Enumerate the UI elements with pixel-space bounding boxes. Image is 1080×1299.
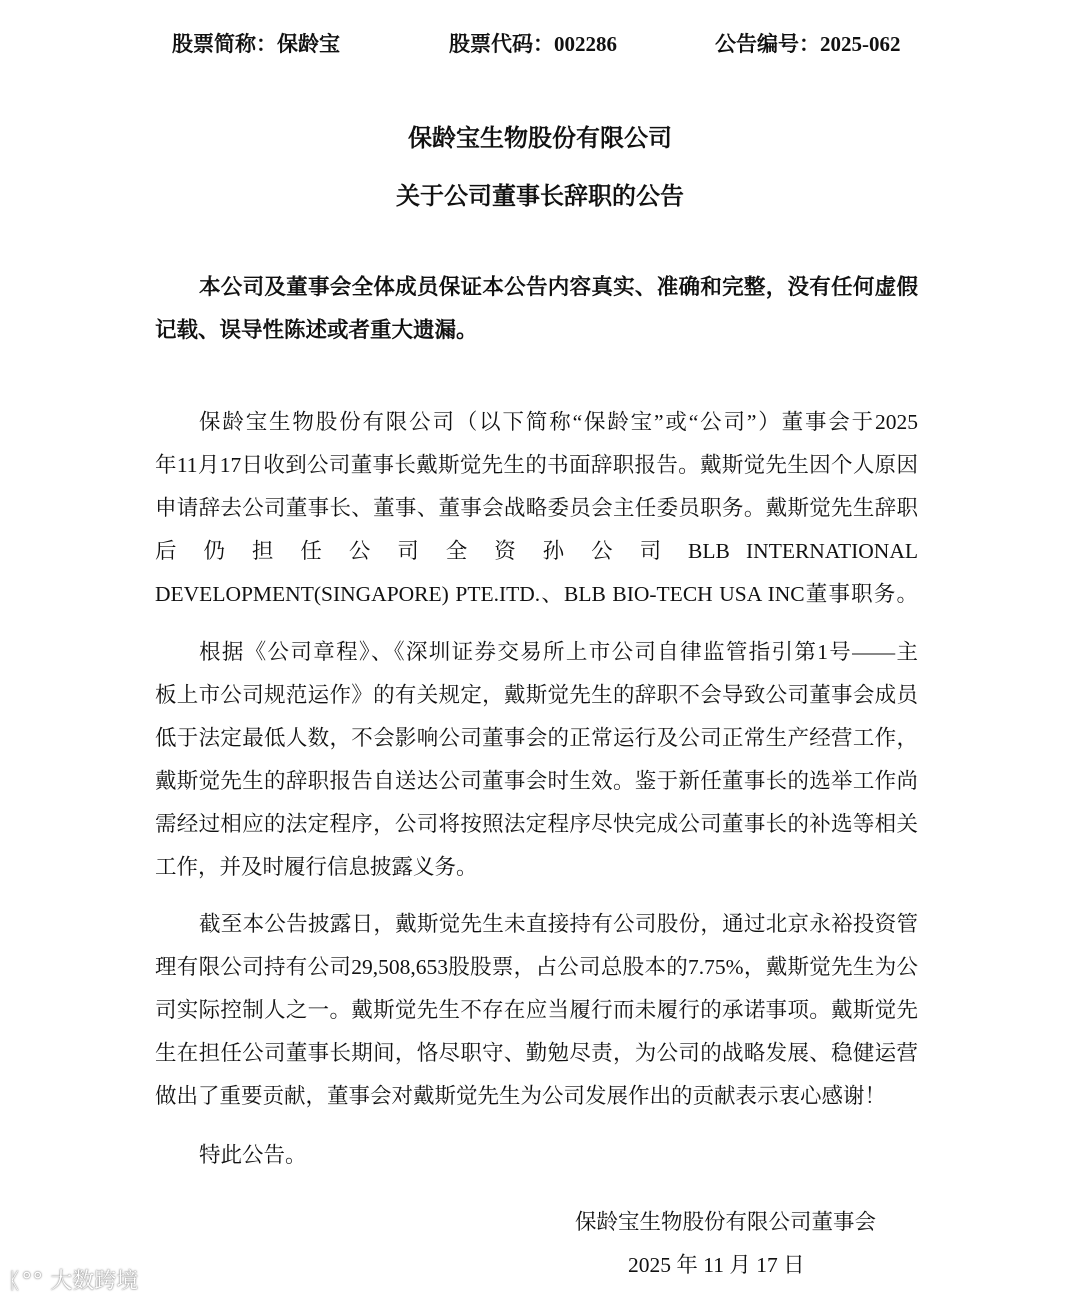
stock-name: 股票简称：保龄宝 [172,32,340,56]
watermark-logo-icon: ᛕ°° [8,1269,44,1294]
text-line: 生在担任公司董事长期间，恪尽职守、勤勉尽责，为公司的战略发展、稳健运营 [155,1041,918,1065]
text-line: 需经过相应的法定程序，公司将按照法定程序尽快完成公司董事长的补选等相关 [155,812,918,836]
notice-number: 公告编号：2025-062 [715,32,901,56]
text-line: 板上市公司规范运作》的有关规定，戴斯觉先生的辞职不会导致公司董事会成员 [155,683,918,707]
text-line: 根据《公司章程》、《深圳证券交易所上市公司自律监管指引第1号——主 [199,640,918,664]
text-line: 工作，并及时履行信息披露义务。 [155,855,478,879]
text-line: 戴斯觉先生的辞职报告自送达公司董事会时生效。鉴于新任董事长的选举工作尚 [155,769,918,793]
watermark [8,1264,138,1295]
watermark-text: 大数跨境 [50,1269,139,1294]
signature-org: 保龄宝生物股份有限公司董事会 [575,1210,877,1234]
text-line: 理有限公司持有公司29,508,653股股票，占公司总股本的7.75%，戴斯觉先生为公 [155,955,918,979]
text-line: 年11月17日收到公司董事长戴斯觉先生的书面辞职报告。戴斯觉先生因个人原因 [155,453,918,477]
statement [155,266,918,352]
text-line: 申请辞去公司董事长、董事、董事会战略委员会主任委员职务。戴斯觉先生辞职 [155,496,918,520]
stock-code: 股票代码：002286 [449,32,617,56]
text-line: DEVELOPMENT(SINGAPORE) PTE.ITD.、BLB BIO-TECH USA INC董事职务。 [155,582,918,606]
text-line: 保龄宝生物股份有限公司（以下简称“保龄宝”或“公司”）董事会于2025 [199,410,918,434]
notice-subject: 关于公司董事长辞职的公告 [396,184,684,210]
text-line: 做出了重要贡献，董事会对戴斯觉先生为公司发展作出的贡献表示衷心感谢！ [155,1084,887,1108]
statement-line: 记载、误导性陈述或者重大遗漏。 [155,318,478,342]
paragraph-3 [155,903,918,1118]
text-line: 低于法定最低人数，不会影响公司董事会的正常运行及公司正常生产经营工作， [155,726,918,750]
text-line: 特此公告。 [199,1143,307,1167]
paragraph-2 [155,631,918,889]
closing [155,1134,918,1177]
text-line: 后 仍 担 任 公 司 全 资 孙 公 司 BLB INTERNATIONAL [155,539,918,563]
statement-line: 本公司及董事会全体成员保证本公告内容真实、准确和完整，没有任何虚假 [199,275,918,299]
company-title: 保龄宝生物股份有限公司 [408,126,672,152]
text-line: 截至本公告披露日，戴斯觉先生未直接持有公司股份，通过北京永裕投资管 [199,912,918,936]
signature-date: 2025 年 11 月 17 日 [628,1253,805,1277]
text-line: 司实际控制人之一。戴斯觉先生不存在应当履行而未履行的承诺事项。戴斯觉先 [155,998,918,1022]
paragraph-1 [155,401,918,616]
